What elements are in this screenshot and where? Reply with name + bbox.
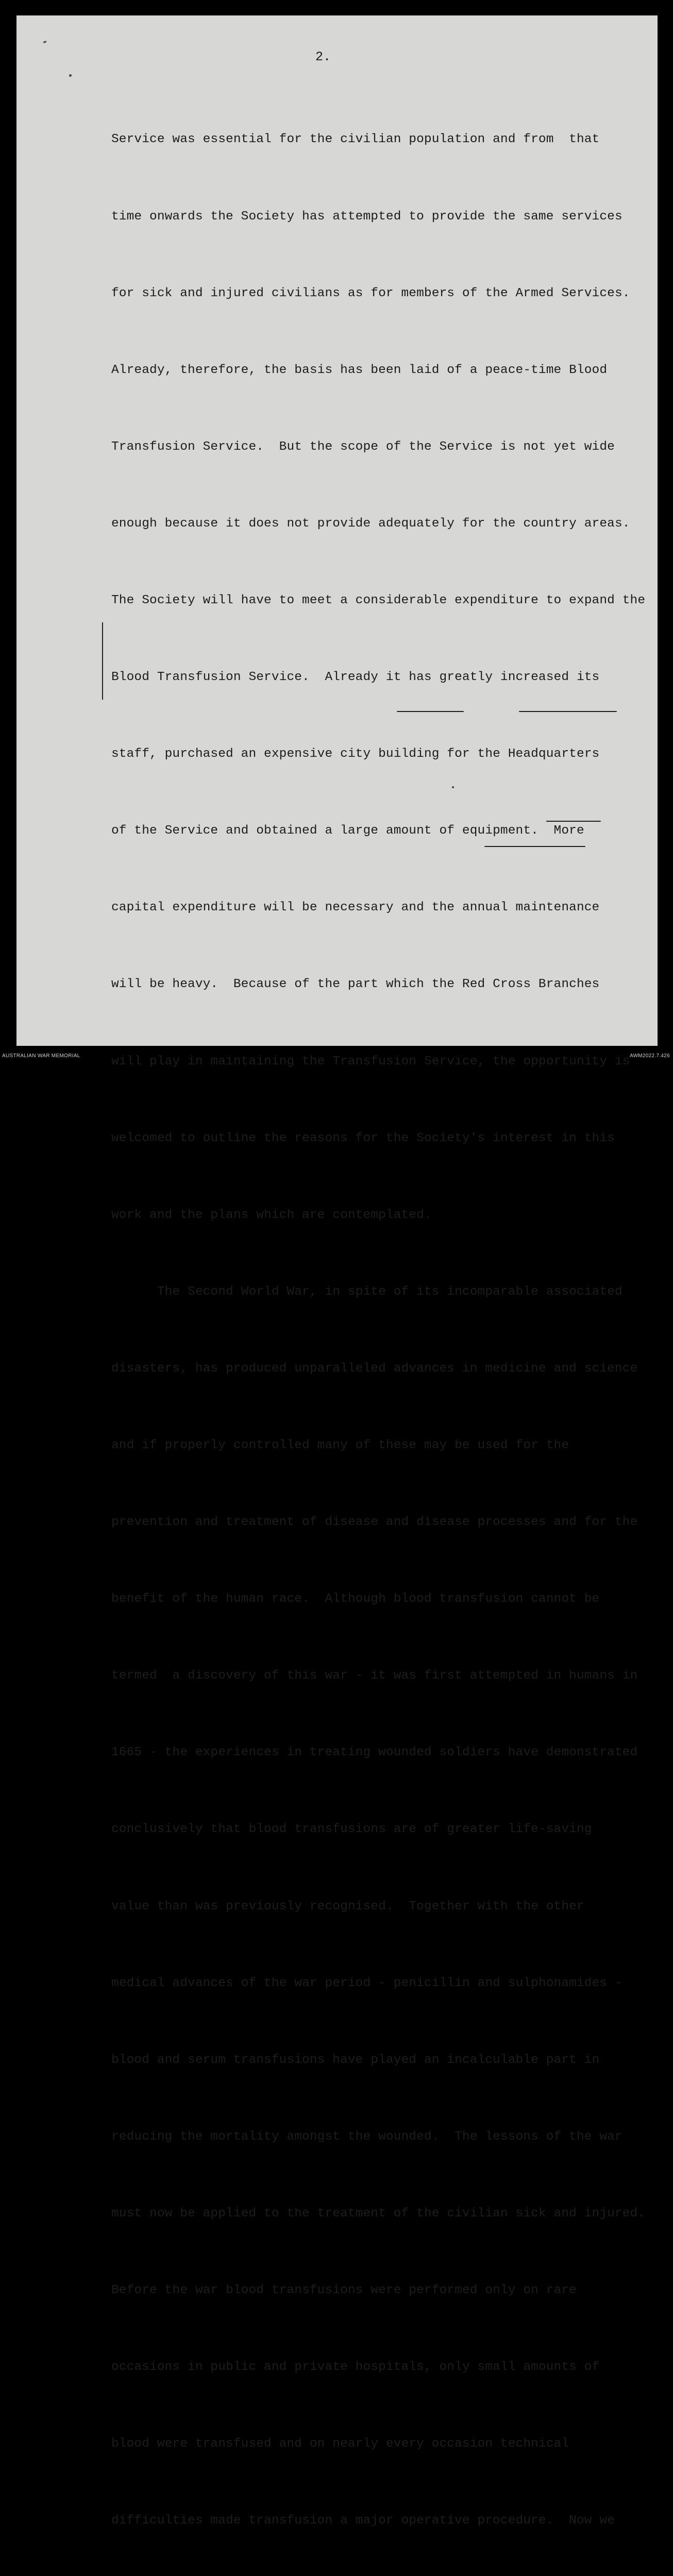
- text-line: benefit of the human race. Although blood transfusion cannot be: [111, 1592, 600, 1606]
- handwritten-underline: [484, 846, 585, 847]
- text-line: for sick and injured civilians as for members of the Armed Services.: [111, 286, 630, 300]
- handwritten-underline: [519, 711, 617, 712]
- text-line: Blood Transfusion Service. Already it has greatly increased its: [111, 670, 600, 685]
- text-line: work and the plans which are contemplated.: [111, 1208, 432, 1222]
- text-line: conclusively that blood transfusions are of greater life-saving: [111, 1822, 592, 1837]
- text-line: blood and serum transfusions have played an incalculable part in: [111, 2053, 600, 2067]
- text-line: medical advances of the war period - penicillin and sulphonamides -: [111, 1976, 622, 1990]
- text-line: blood were transfused and on nearly every occasion technical: [111, 2437, 569, 2451]
- handwritten-underline: [546, 821, 601, 822]
- text-line: capital expenditure will be necessary and the annual maintenance: [111, 901, 600, 915]
- text-line: welcomed to outline the reasons for the Society's interest in this: [111, 1131, 615, 1145]
- text-line: must now be applied to the treatment of the civilian sick and injured.: [111, 2206, 646, 2221]
- footer-source: AUSTRALIAN WAR MEMORIAL: [2, 1053, 80, 1059]
- page-number: 2.: [315, 49, 331, 64]
- text-line: reducing the mortality amongst the wounded. The lessons of the war: [111, 2129, 622, 2144]
- text-line: disasters, has produced unparalleled advances in medicine and science: [111, 1361, 638, 1376]
- typed-text-body: [111, 76, 658, 2576]
- text-line: enough because it does not provide adequately for the country areas.: [111, 516, 630, 531]
- stray-mark: [69, 74, 72, 77]
- text-line: will play in maintaining the Transfusion Service, the opportunity is: [111, 1054, 630, 1069]
- margin-annotation-bar: [102, 622, 103, 700]
- footer-reference: AWM2022.7.426: [629, 1053, 670, 1059]
- handwritten-underline: [397, 711, 464, 712]
- text-line: Already, therefore, the basis has been laid of a peace-time Blood: [111, 363, 608, 377]
- text-line: and if properly controlled many of these may be used for the: [111, 1438, 569, 1452]
- text-line: prevention and treatment of disease and disease processes and for the: [111, 1515, 638, 1530]
- text-line: difficulties made transfusion a major operative procedure. Now we: [111, 2514, 615, 2528]
- text-line: Transfusion Service. But the scope of the Service is not yet wide: [111, 439, 615, 454]
- text-line: Before the war blood transfusions were performed only on rare: [111, 2283, 577, 2298]
- text-line: 1665 - the experiences in treating wounded soldiers have demonstrated: [111, 1745, 638, 1760]
- text-line: termed a discovery of this war - it was first attempted in humans in: [111, 1669, 638, 1683]
- stray-mark: [452, 786, 454, 788]
- text-line: The Second World War, in spite of its incomparable associated: [111, 1284, 622, 1299]
- text-line: value than was previously recognised. Together with the other: [111, 1899, 584, 1913]
- text-line: staff, purchased an expensive city building for the Headquarters: [111, 747, 600, 761]
- text-line: The Society will have to meet a considerable expenditure to expand the: [111, 593, 646, 607]
- text-line: will be heavy. Because of the part which the Red Cross Branches: [111, 977, 600, 992]
- text-line: of the Service and obtained a large amount of equipment. More: [111, 824, 584, 838]
- text-line: Service was essential for the civilian population and from that: [111, 132, 600, 147]
- text-line: occasions in public and private hospitals, only small amounts of: [111, 2360, 600, 2375]
- text-line: time onwards the Society has attempted to provide the same services: [111, 209, 622, 224]
